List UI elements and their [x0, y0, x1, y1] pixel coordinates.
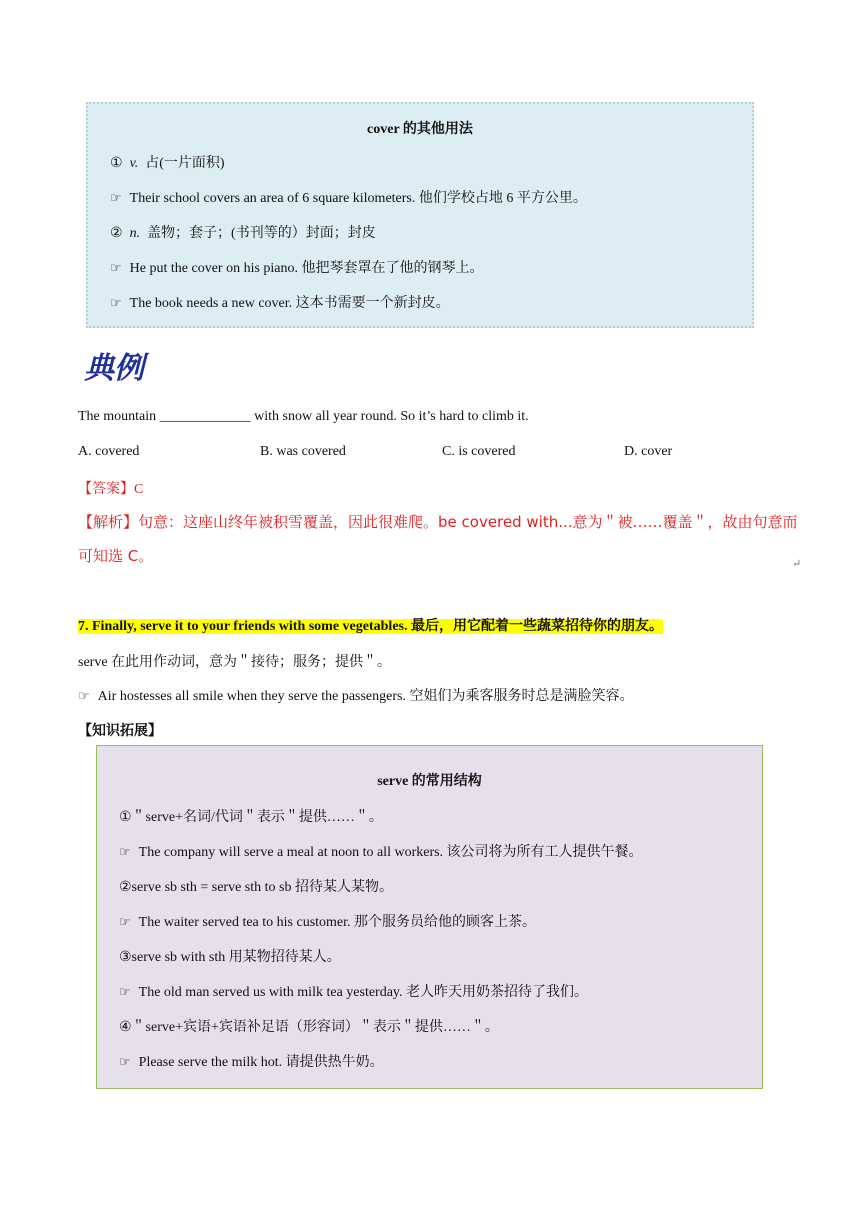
serve-example [78, 685, 633, 705]
example-sentence: He put the cover on his piano. 他把琴套罩在了他的钢琴上。 [129, 261, 484, 276]
serve-structures-box [96, 745, 763, 1089]
question-stem: The mountain _____________ with snow all year round. So it’s hard to climb it. [78, 409, 529, 424]
section-heading-text: 7. Finally, serve it to your friends with some vegetables. 最后，用它配着一些蔬菜招待你的朋友。 [78, 619, 663, 634]
serve-meaning: serve 在此用作动词，意为＂接待；服务；提供＂。 [78, 655, 392, 670]
structure-line-4 [119, 911, 536, 931]
example-sentence: Their school covers an area of 6 square kilometers. 他们学校占地 6 平方公里。 [129, 191, 587, 206]
knowledge-extension-heading: 【知识拓展】 [78, 724, 162, 739]
definition: 占(一片面积) [145, 156, 225, 171]
option-a: A. covered [78, 444, 140, 459]
pointing-hand-icon: ☞ [110, 191, 122, 206]
circled-number: ① [110, 156, 123, 171]
example-sentence: The old man served us with milk tea yesterday. 老人昨天用奶茶招待了我们。 [138, 985, 589, 1000]
circled-number: ② [110, 226, 123, 241]
part-of-speech: n. [129, 226, 141, 241]
example-sentence: The waiter served tea to his customer. 那个服务员给他的顾客上茶。 [138, 915, 537, 930]
option-c: C. is covered [442, 444, 516, 459]
structure-line-5: ③serve sb with sth 用某物招待某人。 [119, 950, 341, 965]
example-sentence: Please serve the milk hot. 请提供热牛奶。 [138, 1055, 384, 1070]
example-sentence: Air hostesses all smile when they serve the passengers. 空姐们为乘客服务时总是满脸笑容。 [97, 689, 634, 704]
example-sentence: The company will serve a meal at noon to all workers. 该公司将为所有工人提供午餐。 [138, 845, 643, 860]
analysis-line-2: 可知选 C。 [78, 547, 154, 565]
serve-structures-title: serve 的常用结构 [377, 774, 482, 789]
cover-usage-line-4 [110, 257, 484, 277]
structure-line-6 [119, 981, 588, 1001]
definition: 盖物；套子；(书刊等的）封面；封皮 [147, 226, 376, 241]
example-logo [78, 342, 162, 388]
cover-usage-line-5 [110, 292, 450, 312]
option-b: B. was covered [260, 444, 346, 459]
structure-line-3: ②serve sb sth = serve sth to sb 招待某人某物。 [119, 880, 393, 895]
example-sentence: The book needs a new cover. 这本书需要一个新封皮。 [129, 296, 450, 311]
cover-usage-line-3 [110, 222, 376, 242]
analysis-line-1: 【解析】句意：这座山终年被积雪覆盖，因此很难爬。be covered with...意为＂被……覆盖＂，故由句意而 [78, 513, 798, 531]
cover-usage-line-2 [110, 187, 587, 207]
pointing-hand-icon: ☞ [110, 261, 122, 276]
pointing-hand-icon: ☞ [110, 296, 122, 311]
pointing-hand-icon: ☞ [119, 915, 131, 930]
structure-line-7: ④＂serve+宾语+宾语补足语（形容词）＂表示＂提供……＂。 [119, 1020, 499, 1035]
return-mark: ↵ [792, 558, 802, 570]
pointing-hand-icon: ☞ [119, 1055, 131, 1070]
section-heading [78, 615, 663, 635]
cover-usage-box [86, 102, 754, 328]
cover-usage-line-1 [110, 152, 225, 172]
option-d: D. cover [624, 444, 673, 459]
example-logo-text: 典例 [84, 351, 144, 386]
pointing-hand-icon: ☞ [119, 985, 131, 1000]
pointing-hand-icon: ☞ [78, 689, 90, 704]
answer: 【答案】C [78, 482, 144, 497]
pointing-hand-icon: ☞ [119, 845, 131, 860]
structure-line-2 [119, 841, 643, 861]
structure-line-1: ①＂serve+名词/代词＂表示＂提供……＂。 [119, 810, 383, 825]
structure-line-8 [119, 1051, 384, 1071]
part-of-speech: v. [129, 156, 139, 171]
cover-usage-title: cover 的其他用法 [367, 122, 473, 137]
